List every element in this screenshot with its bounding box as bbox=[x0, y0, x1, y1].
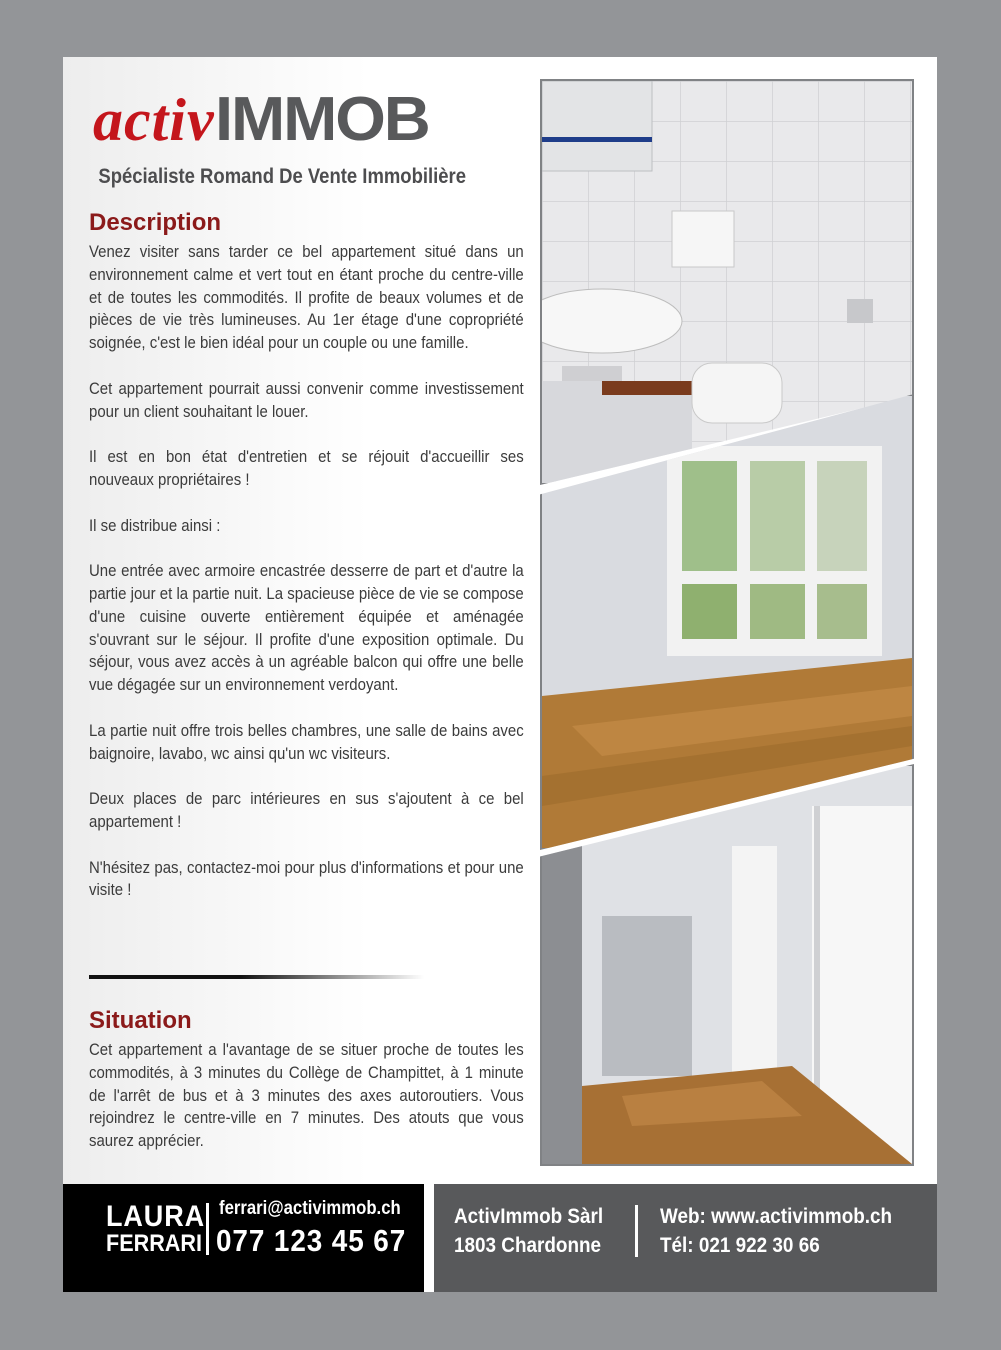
agent-first-name: LAURA bbox=[106, 1200, 205, 1233]
agent-last-name: FERRARI bbox=[106, 1230, 203, 1257]
description-title: Description bbox=[89, 209, 222, 236]
logo-activ: activ bbox=[93, 87, 215, 153]
situation-text bbox=[89, 1039, 524, 1176]
agent-email[interactable]: ferrari@activimmob.ch bbox=[219, 1198, 401, 1219]
description-paragraph: Une entrée avec armoire encastrée desserre de part et d'autre la partie jour et la partie nuit. La spacieuse pièce de vie se compose d'une cuisine ouverte entièrement équipée et aménagée s'ouvrant sur le séjour. Il profite d'une exposition optimale. Du séjour, vous avez accès à un agréable balcon qui offre une belle vue dégagée sur un environnement verdoyant. bbox=[89, 561, 524, 695]
tagline: Spécialiste Romand De Vente Immobilière bbox=[98, 165, 467, 188]
situation-title: Situation bbox=[89, 1007, 192, 1034]
company-city: 1803 Chardonne bbox=[454, 1234, 602, 1257]
description-paragraph: Il se distribue ainsi : bbox=[89, 515, 221, 535]
description-paragraph: Deux places de parc intérieures en sus s'ajoutent à ce bel appartement ! bbox=[89, 789, 524, 831]
section-divider bbox=[89, 975, 424, 979]
description-text bbox=[89, 241, 524, 925]
company-name: ActivImmob Sàrl bbox=[454, 1205, 604, 1228]
agent-phone[interactable]: 077 123 45 67 bbox=[216, 1223, 407, 1258]
description-paragraph: La partie nuit offre trois belles chambres, une salle de bains avec baignoire, lavabo, wc ainsi qu'un wc visiteurs. bbox=[89, 720, 524, 763]
description-paragraph: N'hésitez pas, contactez-moi pour plus d'informations et pour une visite ! bbox=[89, 857, 524, 900]
situation-paragraph: Cet appartement a l'avantage de se situer proche de toutes les commodités, à 3 minutes du Collège de Champittet, à 1 minute de l'arrêt de bus et à 3 minutes des axes autoroutiers. Vous rejoindrez le centre-ville en 7 minutes. Des atouts que vous saurez apprécier. bbox=[89, 1040, 524, 1151]
company-phone[interactable]: Tél: 021 922 30 66 bbox=[660, 1234, 820, 1257]
company-separator bbox=[635, 1205, 638, 1257]
description-paragraph: Cet appartement pourrait aussi convenir comme investissement pour un client souhaitant le louer. bbox=[89, 378, 524, 421]
flyer-page bbox=[63, 57, 937, 1292]
agent-separator bbox=[206, 1203, 209, 1255]
description-paragraph: Il est en bon état d'entretien et se réjouit d'accueillir ses nouveaux propriétaires ! bbox=[89, 447, 524, 489]
logo-immob: IMMOB bbox=[214, 85, 429, 154]
description-paragraph: Venez visiter sans tarder ce bel appartement situé dans un environnement calme et vert tout en étant proche du centre-ville et de toutes les commodités. Il profite de beaux volumes et de pièces de vie très lumineuses. Au 1er étage d'une copropriété soignée, c'est le bien idéal pour un couple ou une famille. bbox=[89, 242, 524, 353]
agent-name bbox=[101, 1200, 205, 1257]
activimmob-logo bbox=[93, 85, 523, 155]
company-website[interactable]: Web: www.activimmob.ch bbox=[660, 1205, 893, 1228]
